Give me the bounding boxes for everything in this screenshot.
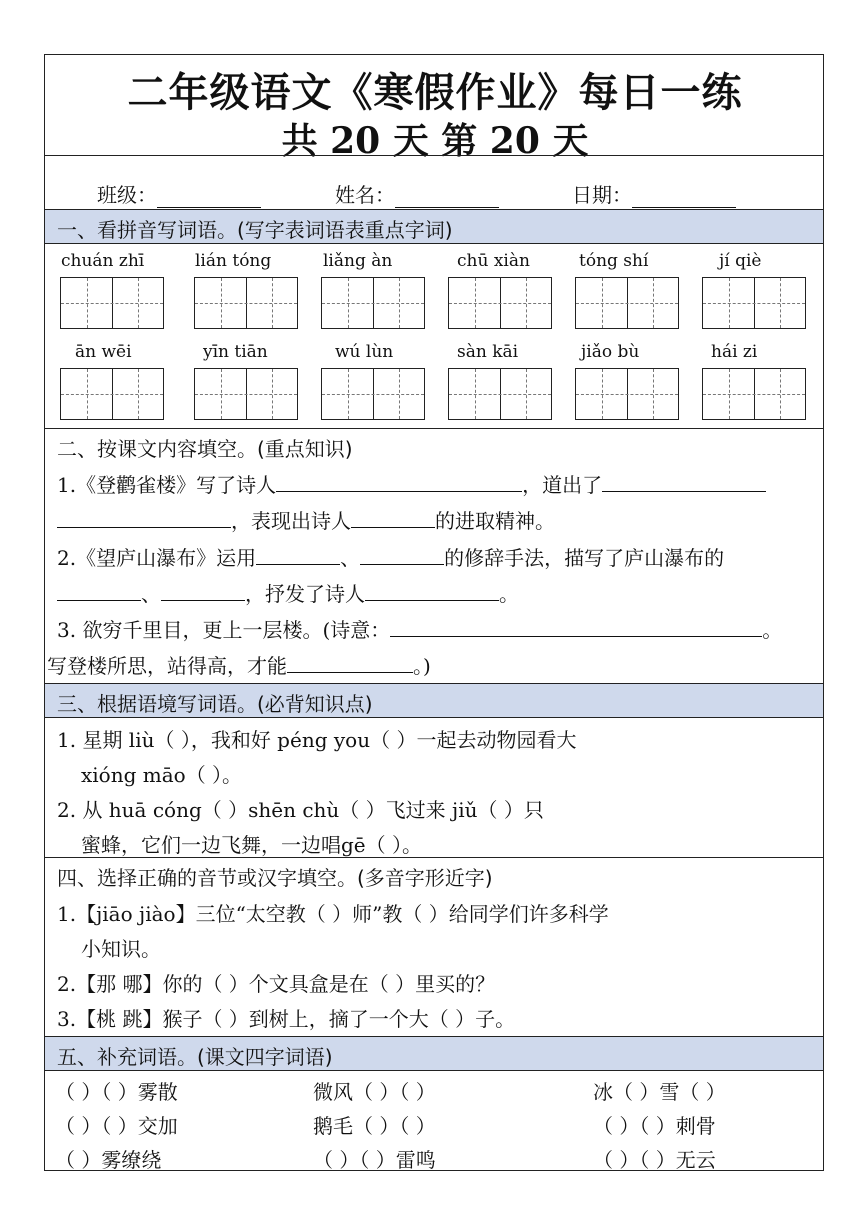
question-3-1-cont: xióng māo（ ）。 xyxy=(81,763,243,787)
question-text: 。 xyxy=(499,582,519,606)
section-5-title: 五、补充词语。(课文四字词语) xyxy=(57,1045,333,1069)
question-text: 、 xyxy=(141,582,161,606)
class-field[interactable] xyxy=(97,179,261,208)
writing-grid[interactable] xyxy=(321,277,425,329)
worksheet-subtitle: 共 20 天 第 20 天 xyxy=(281,120,589,162)
section-1-title: 一、看拼音写词语。(写字表词语表重点字词) xyxy=(57,218,453,242)
answer-blank[interactable] xyxy=(365,580,499,601)
question-2-3 xyxy=(57,614,782,643)
writing-grid[interactable] xyxy=(321,368,425,420)
divider xyxy=(45,428,823,429)
pinyin: hái zi xyxy=(711,342,758,362)
answer-blank[interactable] xyxy=(161,580,245,601)
answer-blank[interactable] xyxy=(390,616,762,637)
question-text: 。 xyxy=(762,618,783,642)
date-label: 日期： xyxy=(572,183,632,207)
idiom-item: （ ）雾缭绕 xyxy=(55,1148,162,1172)
writing-grid[interactable] xyxy=(702,368,806,420)
question-3-1: 1. 星期 liù（ ），我和好 péng you（ ）一起去动物园看大 xyxy=(57,728,577,752)
answer-blank[interactable] xyxy=(57,580,141,601)
section-5-header xyxy=(45,1037,823,1070)
date-blank[interactable] xyxy=(632,187,736,208)
question-text: 3. 欲穷千里目，更上一层楼。(诗意： xyxy=(57,618,391,642)
question-text: 的进取精神。 xyxy=(435,509,555,533)
writing-grid[interactable] xyxy=(60,277,164,329)
writing-grid[interactable] xyxy=(448,368,552,420)
section-2-title: 二、按课文内容填空。(重点知识) xyxy=(57,437,353,461)
divider xyxy=(45,857,823,858)
section-1-header xyxy=(45,210,823,243)
writing-grid[interactable] xyxy=(448,277,552,329)
answer-blank[interactable] xyxy=(57,507,231,528)
question-4-1: 1.【jiāo jiào】三位“太空教（ ）师”教（ ）给同学们许多科学 xyxy=(57,902,609,926)
answer-blank[interactable] xyxy=(276,471,522,492)
answer-blank[interactable] xyxy=(287,652,413,673)
pinyin: chū xiàn xyxy=(457,251,530,271)
writing-grid[interactable] xyxy=(60,368,164,420)
writing-grid[interactable] xyxy=(575,368,679,420)
question-4-1-cont: 小知识。 xyxy=(81,937,161,961)
idiom-item: （ ）（ ）交加 xyxy=(55,1114,178,1138)
question-text: 写登楼所思，站得高，才能 xyxy=(47,654,287,678)
idiom-item: 鹅毛（ ）（ ） xyxy=(313,1114,436,1138)
question-3-2-cont: 蜜蜂，它们一边飞舞，一边唱gē（ ）。 xyxy=(81,833,422,857)
pinyin: jí qiè xyxy=(719,251,762,271)
question-4-3: 3.【桃 跳】猴子（ ）到树上，摘了一个大（ ）子。 xyxy=(57,1007,516,1031)
question-4-2: 2.【那 哪】你的（ ）个文具盒是在（ ）里买的？ xyxy=(57,972,496,996)
question-2-2 xyxy=(57,542,724,571)
answer-blank[interactable] xyxy=(351,507,435,528)
question-2-1 xyxy=(57,469,766,498)
pinyin: ān wēi xyxy=(75,342,132,362)
pinyin: sàn kāi xyxy=(457,342,519,362)
question-text: 、 xyxy=(340,546,361,570)
idiom-item: （ ）（ ）雾散 xyxy=(55,1080,178,1104)
pinyin: tóng shí xyxy=(579,251,649,271)
name-label: 姓名： xyxy=(335,183,395,207)
idiom-item: 冰（ ）雪（ ） xyxy=(593,1080,726,1104)
question-2-1-cont xyxy=(57,505,555,534)
pinyin: chuán zhī xyxy=(61,251,145,271)
pinyin: yīn tiān xyxy=(203,342,268,362)
writing-grid[interactable] xyxy=(194,368,298,420)
question-text: 。) xyxy=(413,654,431,678)
question-2-2-cont xyxy=(57,578,519,607)
writing-grid[interactable] xyxy=(575,277,679,329)
divider xyxy=(45,717,823,718)
section-4-title: 四、选择正确的音节或汉字填空。(多音字形近字) xyxy=(57,866,493,890)
idiom-item: （ ）（ ）刺骨 xyxy=(593,1114,716,1138)
pinyin: lián tóng xyxy=(195,251,272,271)
section-3-title: 三、根据语境写词语。(必背知识点) xyxy=(57,692,373,716)
idiom-item: 微风（ ）（ ） xyxy=(313,1080,436,1104)
question-text: ，抒发了诗人 xyxy=(245,582,365,606)
question-2-3-cont xyxy=(47,650,431,679)
question-3-2: 2. 从 huā cóng（ ）shēn chù（ ）飞过来 jiǔ（ ）只 xyxy=(57,798,544,822)
name-field[interactable] xyxy=(335,179,499,208)
question-text: 1.《登鹳雀楼》写了诗人 xyxy=(57,473,277,497)
pinyin: liǎng àn xyxy=(323,251,393,271)
answer-blank[interactable] xyxy=(256,544,340,565)
writing-grid[interactable] xyxy=(702,277,806,329)
question-text: ，表现出诗人 xyxy=(231,509,351,533)
class-blank[interactable] xyxy=(157,187,261,208)
name-blank[interactable] xyxy=(395,187,499,208)
idiom-item: （ ）（ ）雷鸣 xyxy=(313,1148,436,1172)
divider xyxy=(45,155,823,156)
class-label: 班级： xyxy=(97,183,157,207)
question-text: ，道出了 xyxy=(522,473,603,497)
section-3-header xyxy=(45,684,823,717)
worksheet-title: 二年级语文《寒假作业》每日一练 xyxy=(127,69,743,116)
answer-blank[interactable] xyxy=(602,471,766,492)
worksheet xyxy=(44,54,824,1171)
pinyin: wú lùn xyxy=(335,342,394,362)
question-text: 2.《望庐山瀑布》运用 xyxy=(57,546,257,570)
question-text: 的修辞手法，描写了庐山瀑布的 xyxy=(444,546,725,570)
pinyin: jiǎo bù xyxy=(581,342,640,362)
writing-grid[interactable] xyxy=(194,277,298,329)
divider xyxy=(45,243,823,244)
idiom-item: （ ）（ ）无云 xyxy=(593,1148,716,1172)
date-field[interactable] xyxy=(572,179,736,208)
divider xyxy=(45,1070,823,1071)
answer-blank[interactable] xyxy=(360,544,444,565)
